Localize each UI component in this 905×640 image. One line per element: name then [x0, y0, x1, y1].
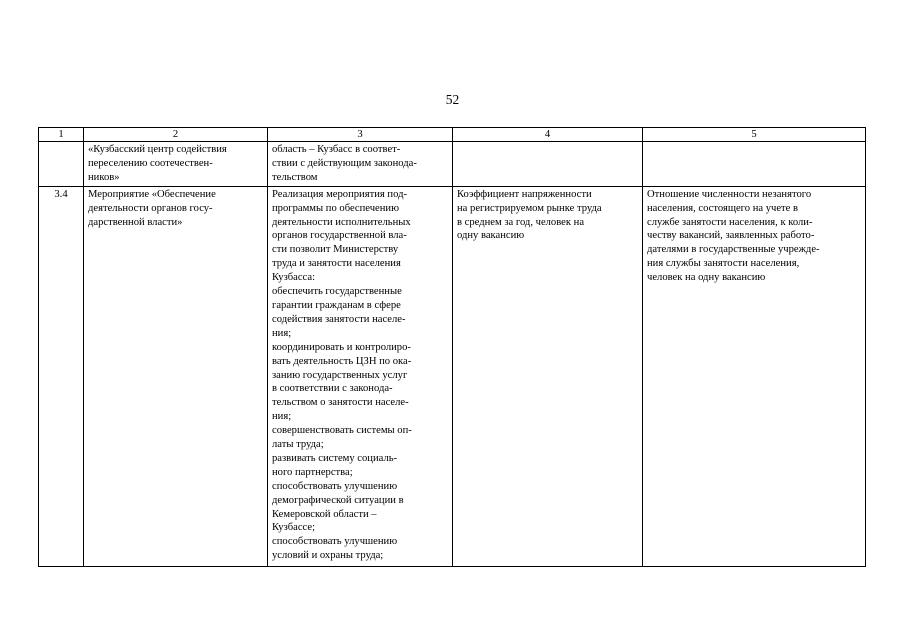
table-row — [39, 142, 866, 187]
column-header-2: 2 — [84, 128, 268, 142]
column-header-3: 3 — [268, 128, 453, 142]
description-cell: область – Кузбасс в соответ- ствии с действующим законода- тельством — [268, 142, 453, 187]
column-header-5: 5 — [643, 128, 866, 142]
row-number-cell — [39, 142, 84, 187]
indicator-table — [38, 127, 866, 567]
measure-name-cell: «Кузбасский центр содействия переселению соотечествен- ников» — [84, 142, 268, 187]
method-cell — [643, 142, 866, 187]
column-header-4: 4 — [453, 128, 643, 142]
method-cell: Отношение численности незанятого населения, состоящего на учете в службе занятости населения, к коли- честву вакансий, заявленных работо- дателями в государственные учрежде- ния службы занятости населения, человек на одну вакансию — [643, 186, 866, 566]
indicator-cell: Коэффициент напряженности на регистрируемом рынке труда в среднем за год, человек на одну вакансию — [453, 186, 643, 566]
table-header-row — [39, 128, 866, 142]
column-header-1: 1 — [39, 128, 84, 142]
measure-name-cell: Мероприятие «Обеспечение деятельности органов госу- дарственной власти» — [84, 186, 268, 566]
description-cell: Реализация мероприятия под- программы по обеспечению деятельности исполнительных органов государственной вла- сти позволит Министерству труда и занятости населения Кузбасса: обеспечить государственные гарантии гражданам в сфере содействия занятости населе- ния; координировать и контролиро- вать деятельность ЦЗН по ока- занию государственных услуг в соответствии с законода- тельством о занятости населе- ния; совершенствовать системы оп- латы труда; развивать систему социаль- ного партнерства; способствовать улучшению демографической ситуации в Кемеровской области – Кузбассе; способствовать улучшению условий и охраны труда; — [268, 186, 453, 566]
indicator-cell — [453, 142, 643, 187]
row-number-cell: 3.4 — [39, 186, 84, 566]
page-number: 52 — [445, 92, 460, 107]
table-row — [39, 186, 866, 566]
